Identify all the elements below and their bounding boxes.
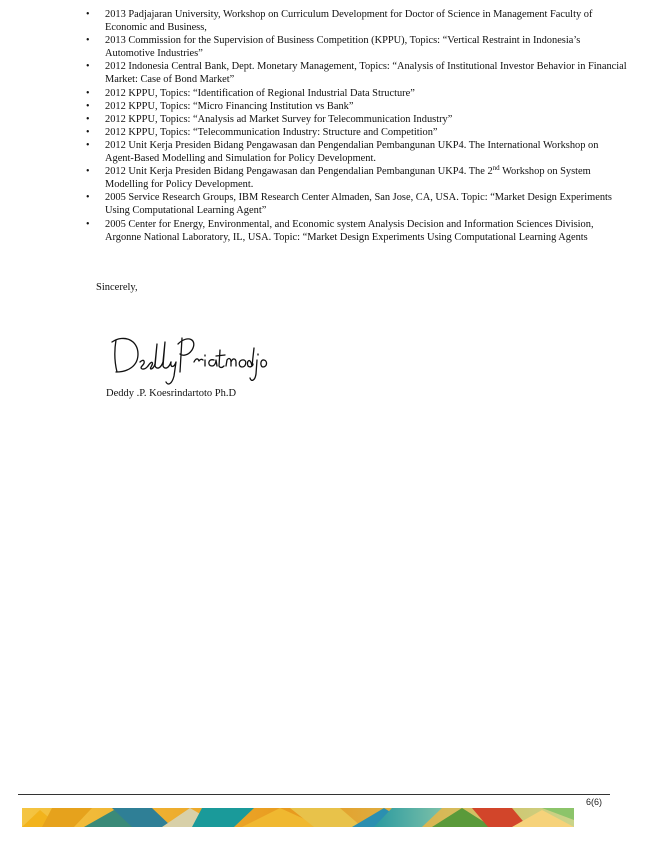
list-item-text: 2005 Service Research Groups, IBM Research Center Almaden, San Jose, CA, USA. Topic: “Market Design Experiments Using Computational Learning Agent” xyxy=(105,192,612,217)
list-item-text: 2013 Commission for the Supervision of Business Competition (KPPU), Topics: “Vertical Restraint in Indonesia’s Automotive Industries” xyxy=(105,35,581,60)
list-item xyxy=(86,139,628,165)
list-item-text: 2012 KPPU, Topics: “Telecommunication Industry: Structure and Competition” xyxy=(105,126,438,138)
page-number: 6(6) xyxy=(586,797,603,807)
list-item-text: 2012 KPPU, Topics: “Identification of Regional Industrial Data Structure” xyxy=(105,87,415,99)
bullet-icon: • xyxy=(86,192,90,204)
bullet-icon: • xyxy=(86,139,90,151)
ordinal-superscript: nd xyxy=(492,164,500,173)
list-item xyxy=(86,113,628,126)
bullet-icon: • xyxy=(86,61,90,73)
footer-divider xyxy=(18,794,610,795)
list-item-text: 2005 Center for Energy, Environmental, and Economic system Analysis Decision and Information Sciences Division, Argonne National Laboratory, IL, USA. Topic: “Market Design Experiments Using Computational Learning Agents xyxy=(105,218,594,243)
bullet-icon: • xyxy=(86,35,90,47)
list-item-text-after: Workshop on System Modelling for Policy Development. xyxy=(105,166,591,191)
list-item-text: 2013 Padjajaran University, Workshop on Curriculum Development for Doctor of Science in Management Faculty of Economic and Business, xyxy=(105,9,593,34)
signature-image xyxy=(108,326,270,388)
list-item xyxy=(86,191,628,217)
bullet-icon: • xyxy=(86,166,90,178)
list-item-text: 2012 Unit Kerja Presiden Bidang Pengawasan dan Pengendalian Pembangunan UKP4. The International Workshop on Agent-Based Modelling and Simulation for Policy Development. xyxy=(105,139,599,165)
list-item xyxy=(86,8,628,34)
list-item-text-before: 2012 Unit Kerja Presiden Bidang Pengawasan dan Pengendalian Pembangunan UKP4. The 2 xyxy=(105,166,493,178)
list-item xyxy=(86,100,628,113)
closing-salutation: Sincerely, xyxy=(96,282,138,293)
bullet-icon: • xyxy=(86,100,90,112)
bullet-icon: • xyxy=(86,87,90,99)
bullet-icon: • xyxy=(86,9,90,20)
workshop-list xyxy=(86,8,628,244)
list-item xyxy=(86,126,628,139)
list-item xyxy=(86,165,628,191)
list-item xyxy=(86,60,628,86)
signer-name: Deddy .P. Koesrindartoto Ph.D xyxy=(106,388,237,399)
list-item-text: 2012 KPPU, Topics: “Micro Financing Institution vs Bank” xyxy=(105,100,354,112)
bullet-icon: • xyxy=(86,113,90,125)
decorative-footer-band xyxy=(22,808,574,827)
list-item-text: 2012 Indonesia Central Bank, Dept. Monetary Management, Topics: “Analysis of Institutional Investor Behavior in Financial Market: Case of Bond Market” xyxy=(105,61,627,86)
list-item xyxy=(86,34,628,60)
bullet-icon: • xyxy=(86,126,90,138)
bullet-icon: • xyxy=(86,218,90,230)
list-item-text: 2012 KPPU, Topics: “Analysis ad Market Survey for Telecommunication Industry” xyxy=(105,113,453,125)
list-item xyxy=(86,87,628,100)
list-item xyxy=(86,218,628,244)
